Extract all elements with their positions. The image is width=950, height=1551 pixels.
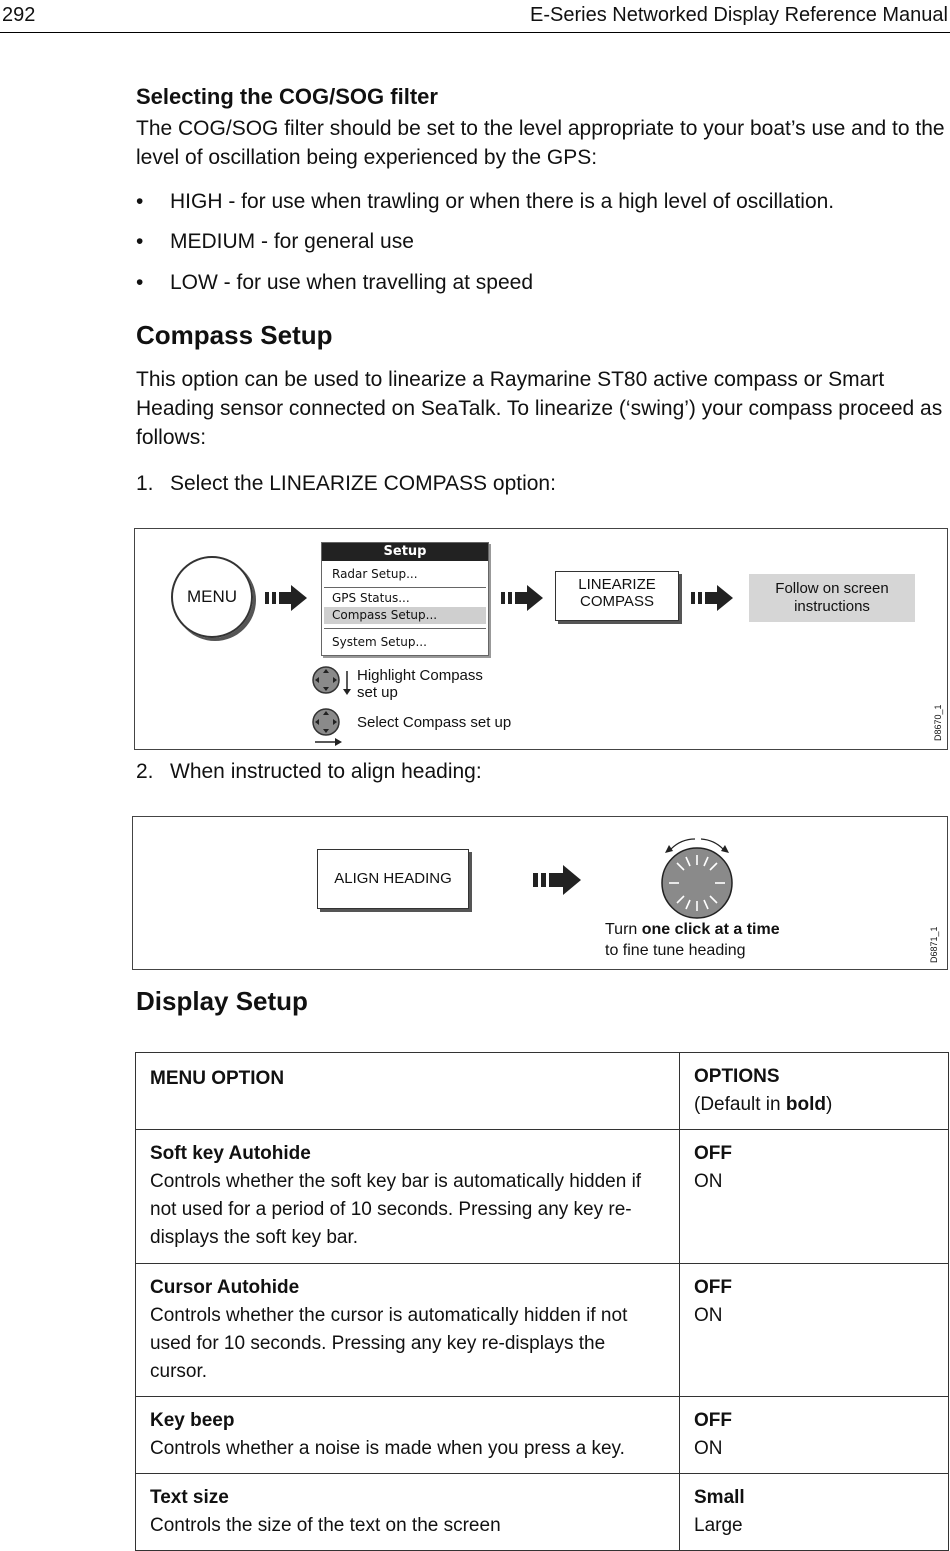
- arrow-icon: [691, 585, 735, 611]
- page-header: [0, 0, 950, 33]
- default-value: OFF: [694, 1143, 732, 1164]
- option-name: Key beep: [150, 1410, 235, 1431]
- turn-instruction: [605, 919, 780, 961]
- option-description: Controls whether the soft key bar is automatically hidden if not used for a period of 10 seconds. Pressing any key re-displays the soft key bar.: [150, 1171, 642, 1248]
- display-setup-heading: Display Setup: [136, 986, 308, 1016]
- bullet-item: • MEDIUM - for general use: [136, 230, 414, 253]
- default-value: Small: [694, 1487, 745, 1508]
- arrow-icon: [501, 585, 545, 611]
- linearize-figure: [134, 528, 948, 750]
- option-description: Controls the size of the text on the screen: [150, 1515, 501, 1536]
- step-1: [136, 472, 556, 496]
- table-row: [136, 1130, 949, 1264]
- option-description: Controls whether a noise is made when you press a key.: [150, 1438, 625, 1459]
- compass-label: COMPASS: [580, 593, 654, 610]
- setup-menu: [321, 542, 489, 656]
- trackpad-down-icon: [311, 665, 355, 704]
- setup-item-compass-highlighted: Compass Setup...: [324, 607, 486, 624]
- option-cell: [136, 1264, 680, 1397]
- turn-bold: one click at a time: [641, 921, 780, 938]
- bullet-item: • LOW - for use when travelling at speed: [136, 271, 534, 294]
- turn-line2: to fine tune heading: [605, 942, 746, 959]
- intro-line: The COG/SOG filter should be set to the level appropriate to your boat’s use and to the: [136, 117, 945, 140]
- setup-menu-title: Setup: [322, 543, 488, 561]
- arrow-icon: [265, 585, 309, 611]
- highlight-line: set up: [357, 684, 398, 701]
- table-row: [136, 1264, 949, 1397]
- follow-line: instructions: [794, 598, 870, 615]
- other-value: ON: [694, 1171, 723, 1192]
- highlight-instruction: [357, 667, 483, 701]
- other-value: ON: [694, 1438, 723, 1459]
- manual-title: E-Series Networked Display Reference Manual: [530, 4, 948, 26]
- intro-line: level of oscillation being experienced by the GPS:: [136, 146, 598, 169]
- step-2: [136, 760, 482, 784]
- paragraph-line: Heading sensor connected on SeaTalk. To linearize (‘swing’) your compass proceed as: [136, 397, 943, 420]
- option-name: Soft key Autohide: [150, 1143, 311, 1164]
- paragraph-line: This option can be used to linearize a Raymarine ST80 active compass or Smart: [136, 368, 885, 391]
- default-prefix: (Default in: [694, 1094, 786, 1115]
- align-heading-figure: [132, 816, 948, 970]
- option-description: Controls whether the cursor is automatically hidden if not used for 10 seconds. Pressing any key re-displays the cursor.: [150, 1305, 628, 1382]
- default-suffix: ): [825, 1094, 833, 1115]
- option-cell: [136, 1474, 680, 1551]
- table-row: [136, 1474, 949, 1551]
- option-cell: [136, 1130, 680, 1264]
- default-value: OFF: [694, 1277, 732, 1298]
- other-value: ON: [694, 1305, 723, 1326]
- follow-instructions-box: [749, 574, 915, 622]
- option-name: Cursor Autohide: [150, 1277, 300, 1298]
- table-header-row: [136, 1053, 949, 1130]
- trackpad-right-icon: [311, 707, 345, 752]
- bullet-text: HIGH - for use when trawling or when there is a high level of oscillation.: [170, 190, 835, 213]
- option-values: [680, 1130, 949, 1264]
- bullet-item: • HIGH - for use when trawling or when there is a high level of oscillation.: [136, 190, 835, 213]
- menu-option-header: [136, 1053, 680, 1130]
- default-value: OFF: [694, 1410, 732, 1431]
- arrow-icon: [533, 865, 583, 895]
- figure-id: D8670_1: [933, 704, 943, 741]
- option-cell: [136, 1397, 680, 1474]
- step-number: 2.: [136, 760, 154, 783]
- setup-item-system: System Setup...: [332, 635, 427, 649]
- align-heading-button: ALIGN HEADING: [317, 849, 469, 909]
- col1-header: MENU OPTION: [150, 1068, 285, 1089]
- paragraph-line: follows:: [136, 426, 207, 449]
- menu-button: MENU: [171, 556, 253, 638]
- highlight-line: Highlight Compass: [357, 667, 483, 684]
- follow-line: Follow on screen: [775, 580, 889, 597]
- col2-header: OPTIONS: [694, 1066, 780, 1087]
- linearize-label: LINEARIZE: [578, 576, 656, 593]
- step-text: When instructed to align heading:: [170, 760, 482, 783]
- compass-setup-heading: Compass Setup: [136, 320, 333, 350]
- select-instruction: Select Compass set up: [357, 714, 512, 731]
- bullet-text: MEDIUM - for general use: [170, 230, 414, 253]
- turn-prefix: Turn: [605, 921, 642, 938]
- table-row: [136, 1397, 949, 1474]
- cog-sog-intro: [136, 114, 945, 172]
- rotary-knob-icon: [651, 827, 741, 928]
- option-values: [680, 1474, 949, 1551]
- option-values: [680, 1397, 949, 1474]
- compass-paragraph: [136, 365, 942, 452]
- other-value: Large: [694, 1515, 743, 1536]
- cog-sog-heading: Selecting the COG/SOG filter: [136, 84, 438, 109]
- option-name: Text size: [150, 1487, 229, 1508]
- options-header: [680, 1053, 949, 1130]
- display-options-table: [135, 1052, 949, 1551]
- linearize-compass-button: [555, 571, 679, 621]
- option-values: [680, 1264, 949, 1397]
- default-bold: bold: [785, 1094, 826, 1115]
- setup-item-gps: GPS Status...: [332, 591, 410, 605]
- default-note: [694, 1091, 934, 1119]
- page-number: 292: [2, 4, 36, 26]
- setup-item-radar: Radar Setup...: [332, 567, 418, 581]
- step-text: Select the LINEARIZE COMPASS option:: [170, 472, 556, 495]
- figure-id: D6871_1: [929, 926, 939, 963]
- step-number: 1.: [136, 472, 154, 495]
- bullet-text: LOW - for use when travelling at speed: [170, 271, 534, 294]
